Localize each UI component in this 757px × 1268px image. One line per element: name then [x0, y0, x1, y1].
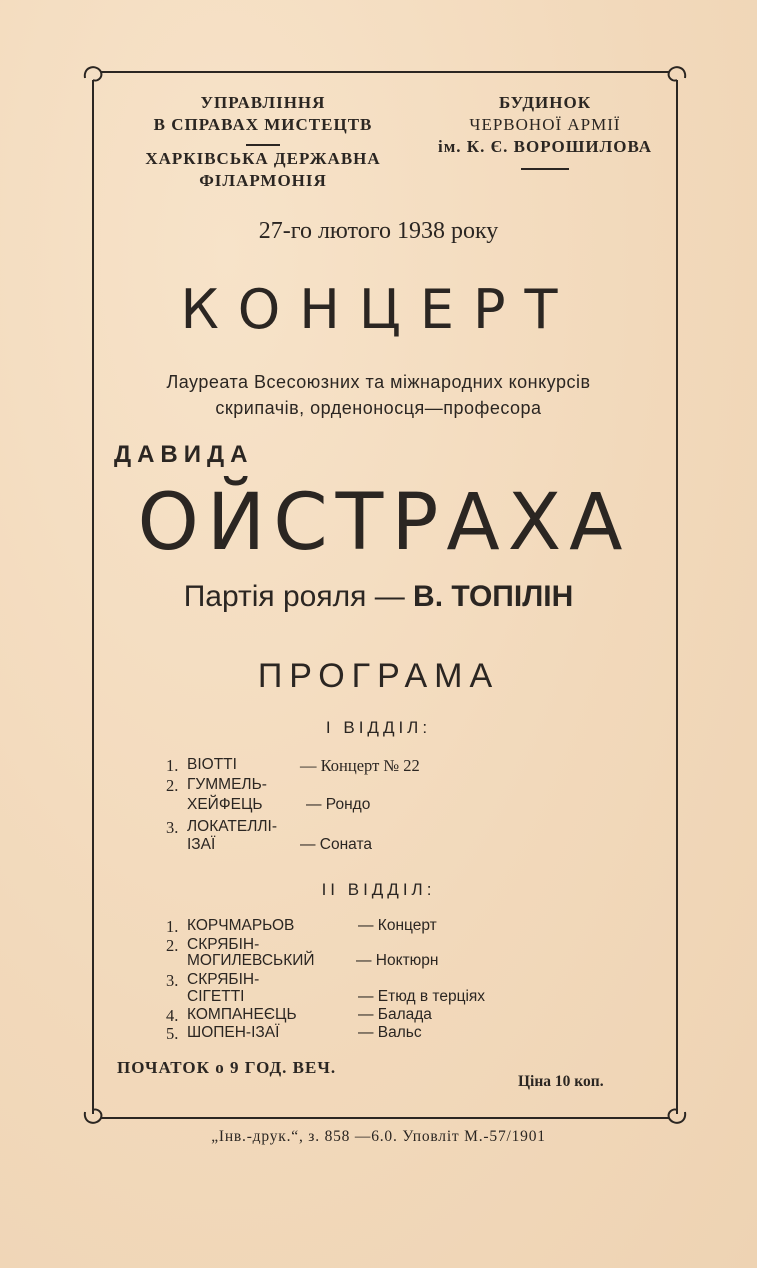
header-right-line3: ім. К. Є. ВОРОШИЛОВА	[437, 137, 653, 156]
section2-row-composer: СІГЕТТІ	[187, 988, 245, 1005]
section1-row-composer: ГУММЕЛЬ-	[187, 776, 267, 793]
section1-row-num: 1.	[166, 756, 179, 775]
program-heading: ПРОГРАМА	[257, 657, 500, 695]
concert-title: КОНЦЕРТ	[180, 278, 577, 341]
pianist-name: В. ТОПІЛІН	[413, 580, 574, 613]
section2-heading: ІІ ВІДДІЛ:	[321, 880, 436, 899]
header-left-line3: ХАРКІВСЬКА ДЕРЖАВНА	[145, 149, 381, 168]
section1-row-piece: — Концерт № 22	[300, 756, 420, 775]
section2-row-composer: ШОПЕН-ІЗАЇ	[187, 1024, 280, 1041]
section2-row-composer: СКРЯБІН-	[187, 971, 260, 988]
section1-row-composer: ІЗАЇ	[187, 836, 216, 853]
header-right-line2: ЧЕРВОНОЇ АРМІЇ	[469, 115, 621, 134]
header-right-block	[405, 92, 685, 172]
header-right-line1: БУДИНОК	[498, 93, 592, 112]
section2-row-piece: — Балада	[358, 1006, 432, 1023]
section2-row-piece: — Етюд в терціях	[358, 988, 486, 1005]
concert-date: 27-го лютого 1938 року	[258, 218, 499, 244]
performer-given-name: ДАВИДА	[114, 441, 254, 468]
section2-row-num: 5.	[166, 1024, 179, 1043]
printer-imprint: „Інв.-друк.“, з. 858 —6.0. Уповліт М.-57/1901	[211, 1128, 546, 1145]
header-left-divider	[98, 136, 428, 148]
section1-row-num: 3.	[166, 818, 179, 837]
section2-row-composer: КОМПАНЕЄЦЬ	[187, 1006, 297, 1023]
header-left-block	[98, 92, 428, 192]
section1-row-composer: ВІОТТІ	[187, 756, 237, 773]
header-right-divider	[405, 158, 685, 172]
subtitle-line1: Лауреата Всесоюзних та міжнародних конкурсів	[166, 372, 591, 392]
header-left-line1: УПРАВЛІННЯ	[200, 93, 326, 112]
performer-surname: ОЙСТРАХА	[137, 478, 631, 568]
ticket-price: Ціна 10 коп.	[518, 1073, 604, 1090]
section1-row-composer: ХЕЙФЕЦЬ	[187, 796, 263, 813]
section2-row-num: 4.	[166, 1006, 179, 1025]
section2-row-piece: — Концерт	[358, 917, 437, 934]
section2-row-composer: КОРЧМАРЬОВ	[187, 917, 295, 934]
start-time: ПОЧАТОК о 9 ГОД. ВЕЧ.	[117, 1058, 337, 1077]
subtitle-line2: скрипачів, орденоносця—професора	[215, 398, 542, 418]
section2-row-num: 1.	[166, 917, 179, 936]
section2-row-composer: СКРЯБІН-	[187, 936, 260, 953]
section1-row-num: 2.	[166, 776, 179, 795]
section2-row-num: 2.	[166, 936, 179, 955]
section1-row-piece: — Рондо	[306, 796, 371, 813]
section2-row-piece: — Вальс	[358, 1024, 422, 1041]
section2-row-piece: — Ноктюрн	[356, 952, 439, 969]
section1-row-composer: ЛОКАТЕЛЛІ-	[187, 818, 278, 835]
section1-row-piece: — Соната	[300, 836, 373, 853]
section1-heading: І ВІДДІЛ:	[325, 718, 432, 737]
section2-row-composer: МОГИЛЕВСЬКИЙ	[187, 952, 315, 969]
section2-row-num: 3.	[166, 971, 179, 990]
header-left-line4: ФІЛАРМОНІЯ	[199, 171, 327, 190]
piano-credit	[0, 580, 757, 614]
header-left-line2: В СПРАВАХ МИСТЕЦТВ	[153, 115, 373, 134]
piano-label: Партія рояля —	[183, 580, 405, 613]
